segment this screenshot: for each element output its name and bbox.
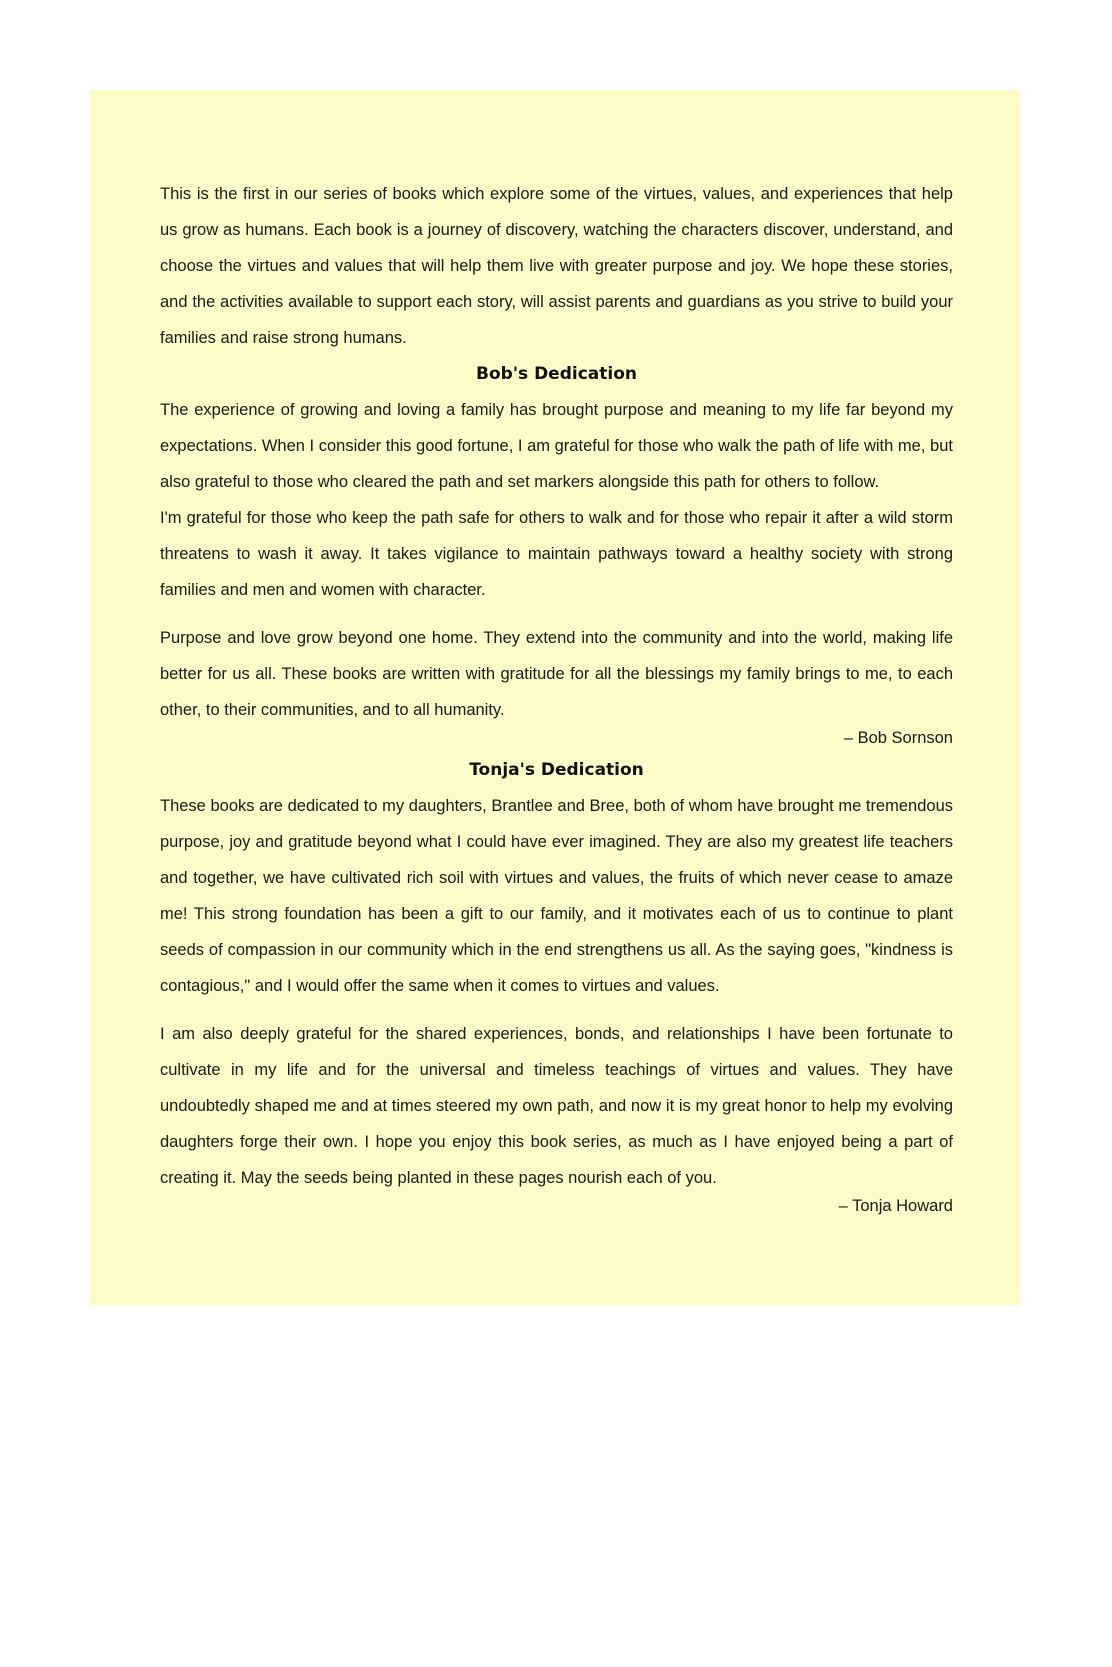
dedication-page xyxy=(90,90,1020,1305)
dedication-content xyxy=(160,176,953,1218)
tonja-paragraph-1: These books are dedicated to my daughters, Brantlee and Bree, both of whom have brought me tremendous purpose, joy and gratitude beyond what I could have ever imagined. They are also my greatest life teachers and together, we have cultivated rich soil with virtues and values, the fruits of which never cease to amaze me! This strong foundation has been a gift to our family, and it motivates each of us to continue to plant seeds of compassion in our community which in the end strengthens us all. As the saying goes, "kindness is contagious," and I would offer the same when it comes to virtues and values. xyxy=(160,797,953,995)
intro-paragraph: This is the first in our series of books which explore some of the virtues, values, and experiences that help us grow as humans. Each book is a journey of discovery, watching the characters discover, understand, and choose the virtues and values that will help them live with greater purpose and joy. We hope these stories, and the activities available to support each story, will assist parents and guardians as you strive to build your families and raise strong humans. xyxy=(160,185,953,347)
bob-dedication-heading: Bob's Dedication xyxy=(476,364,637,384)
bob-paragraph-1: The experience of growing and loving a family has brought purpose and meaning to my life far beyond my expectations. When I consider this good fortune, I am grateful for those who walk the path of life with me, but also grateful to those who cleared the path and set markers alongside this path for others to follow. xyxy=(160,401,953,491)
tonja-dedication-heading: Tonja's Dedication xyxy=(469,760,644,780)
tonja-signature: – Tonja Howard xyxy=(838,1197,953,1215)
bob-paragraph-2: I'm grateful for those who keep the path safe for others to walk and for those who repair it after a wild storm threatens to wash it away. It takes vigilance to maintain pathways toward a healthy society with strong families and men and women with character. xyxy=(160,509,953,599)
tonja-paragraph-2: I am also deeply grateful for the shared experiences, bonds, and relationships I have been fortunate to cultivate in my life and for the universal and timeless teachings of virtues and values. They have undoubtedly shaped me and at times steered my own path, and now it is my great honor to help my evolving daughters forge their own. I hope you enjoy this book series, as much as I have enjoyed being a part of creating it. May the seeds being planted in these pages nourish each of you. xyxy=(160,1025,953,1187)
bob-paragraph-3: Purpose and love grow beyond one home. They extend into the community and into the world, making life better for us all. These books are written with gratitude for all the blessings my family brings to me, to each other, to their communities, and to all humanity. xyxy=(160,629,953,719)
bob-signature: – Bob Sornson xyxy=(843,729,953,747)
